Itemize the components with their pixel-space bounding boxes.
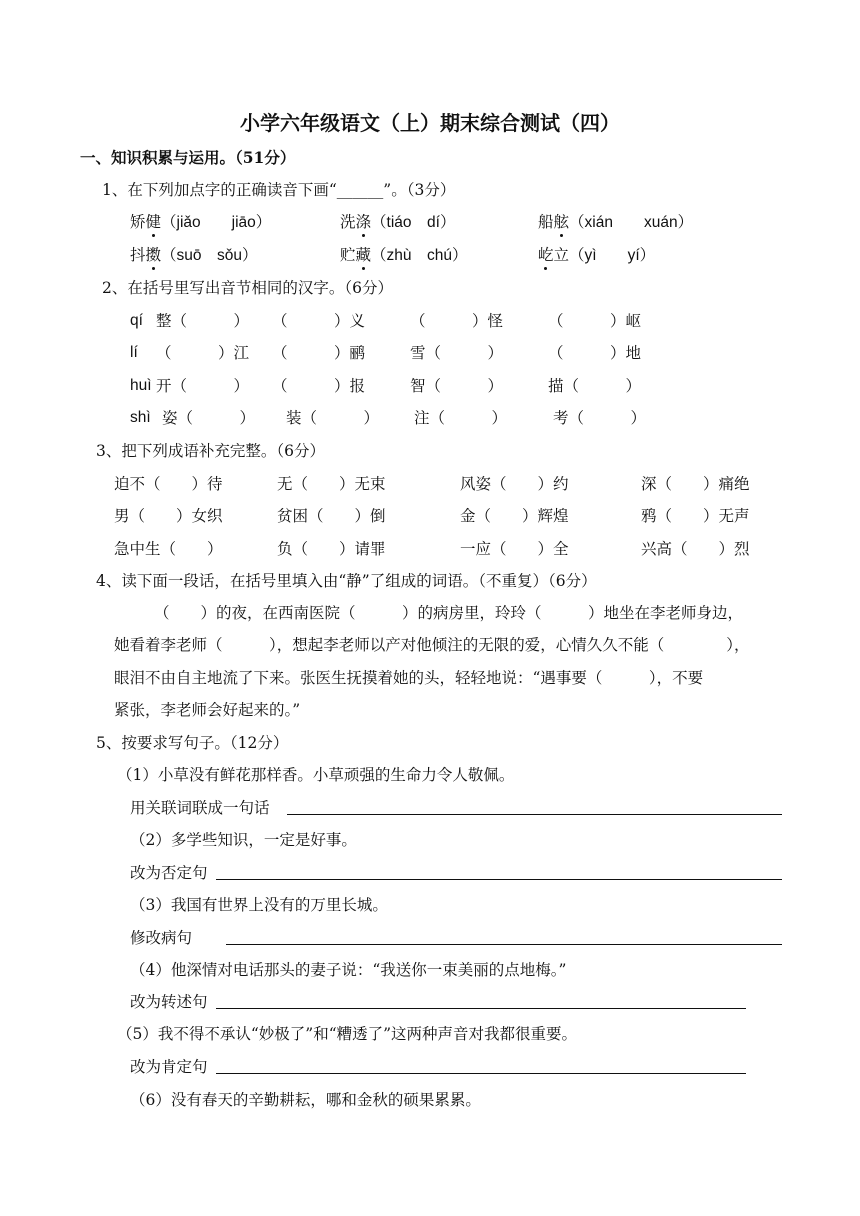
q5-task-label: 改为肯定句 — [130, 1058, 208, 1076]
q2-prompt: 2、在括号里写出音节相同的汉字。（6分） — [102, 279, 393, 297]
q3-idiom: 一应（ ）全 — [460, 540, 569, 558]
answer-line[interactable] — [226, 944, 782, 945]
q2-pinyin: lí — [130, 344, 138, 361]
q2-cell: （ ）地 — [548, 344, 642, 362]
q1-item-options: （zhù chú） — [371, 247, 468, 264]
q1-dotted-char: 健 — [145, 213, 162, 231]
q3-idiom: 金（ ）辉煌 — [460, 507, 569, 525]
q3-idiom: 无（ ）无束 — [277, 475, 386, 493]
q3-idiom: 急中生（ ） — [114, 540, 223, 558]
q1-item-char: 立 — [553, 246, 570, 264]
q1-item — [538, 245, 655, 266]
q1-item-char: 抖 — [130, 246, 146, 264]
q1-prompt: 1、在下列加点字的正确读音下画“______”。（3分） — [102, 181, 456, 199]
q1-dotted-char: 涤 — [355, 213, 372, 231]
q2-cell: 开（ ） — [156, 377, 250, 395]
q5-task-label: 改为转述句 — [130, 993, 208, 1011]
q2-cell: 描（ ） — [548, 377, 642, 395]
q3-idiom: 负（ ）请罪 — [277, 540, 386, 558]
q5-sentence: （2）多学些知识，一定是好事。 — [130, 831, 357, 849]
q3-idiom: 深（ ）痛绝 — [641, 475, 750, 493]
answer-line[interactable] — [216, 879, 782, 880]
q4-prompt: 4、读下面一段话，在括号里填入由“静”了组成的词语。（不重复）（6分） — [96, 572, 597, 590]
q5-sentence: （3）我国有世界上没有的万里长城。 — [130, 896, 388, 914]
answer-line[interactable] — [216, 1008, 746, 1009]
q2-pinyin: shì — [130, 409, 151, 426]
q1-dotted-char: 藏 — [355, 246, 372, 264]
q2-cell: （ ）报 — [272, 377, 366, 395]
q4-paragraph-line: 眼泪不由自主地流了下来。张医生抚摸着她的头，轻轻地说：“遇事要（ ），不要 — [114, 669, 704, 687]
q3-prompt: 3、把下列成语补充完整。（6分） — [96, 442, 325, 460]
q4-paragraph-line: 她看着李老师（ ），想起李老师以产对他倾注的无限的爱，心情久久不能（ ）， — [114, 636, 750, 654]
q5-prompt: 5、按要求写句子。（12分） — [96, 734, 289, 752]
q5-task-label: 修改病句 — [130, 929, 193, 947]
q2-cell: 雪（ ） — [410, 344, 504, 362]
section-heading: 一、知识积累与运用。（51分） — [80, 148, 296, 167]
q1-item — [340, 245, 468, 266]
q1-item-options: （tiáo dí） — [371, 214, 456, 231]
q2-cell: （ ）岖 — [548, 312, 642, 330]
q5-sentence: （5）我不得不承认“妙极了”和“糟透了”这两种声音对我都很重要。 — [117, 1025, 578, 1043]
q2-cell: 整（ ） — [156, 312, 250, 330]
q3-idiom: 鸦（ ）无声 — [641, 507, 750, 525]
q1-item — [130, 245, 258, 266]
answer-line[interactable] — [287, 814, 782, 815]
q1-dotted-char: 舷 — [553, 213, 570, 231]
q2-cell: （ ）怪 — [410, 312, 504, 330]
q1-item-char: 船 — [538, 213, 554, 231]
q1-item-char: 洗 — [340, 213, 356, 231]
exam-title: 小学六年级语文（上）期末综合测试（四） — [240, 111, 620, 135]
q2-cell: 姿（ ） — [162, 409, 256, 427]
q3-idiom: 贫困（ ）倒 — [277, 507, 386, 525]
q2-cell: （ ）鹂 — [272, 344, 366, 362]
q1-dotted-char: 屹 — [538, 246, 554, 264]
q3-idiom: 兴高（ ）烈 — [641, 540, 750, 558]
q1-item-options: （jiǎo jiāo） — [161, 214, 272, 231]
q2-cell: （ ）义 — [272, 312, 366, 330]
q1-item-options: （xián xuán） — [569, 214, 694, 231]
q1-dotted-char: 擞 — [145, 246, 162, 264]
q1-item — [340, 212, 455, 233]
q2-cell: 智（ ） — [410, 377, 504, 395]
q4-paragraph-line: （ ）的夜，在西南医院（ ）的病房里，玲玲（ ）地坐在李老师身边， — [154, 604, 744, 622]
q5-sentence: （6）没有春天的辛勤耕耘，哪和金秋的硕果累累。 — [130, 1091, 481, 1109]
q5-task-label: 改为否定句 — [130, 864, 208, 882]
q4-paragraph-line: 紧张，李老师会好起来的。” — [114, 701, 301, 719]
q1-item — [538, 212, 693, 233]
q2-cell: 装（ ） — [286, 409, 380, 427]
q1-item-options: （suō sǒu） — [161, 247, 258, 264]
q3-idiom: 男（ ）女织 — [114, 507, 223, 525]
q1-item-char: 贮 — [340, 246, 356, 264]
q3-idiom: 风姿（ ）约 — [460, 475, 569, 493]
q2-pinyin: huì — [130, 377, 152, 394]
q1-item-options: （yì yí） — [569, 247, 656, 264]
q1-item-char: 矫 — [130, 213, 146, 231]
q1-item — [130, 212, 271, 233]
answer-line[interactable] — [216, 1073, 746, 1074]
q2-pinyin: qí — [130, 312, 143, 329]
q3-idiom: 迫不（ ）待 — [114, 475, 223, 493]
q5-sentence: （1）小草没有鲜花那样香。小草顽强的生命力令人敬佩。 — [117, 766, 515, 784]
q2-cell: （ ）江 — [156, 344, 250, 362]
q5-task-label: 用关联词联成一句话 — [130, 799, 270, 817]
q2-cell: 注（ ） — [414, 409, 508, 427]
q2-cell: 考（ ） — [553, 409, 647, 427]
q5-sentence: （4）他深情对电话那头的妻子说：“我送你一束美丽的点地梅。” — [130, 961, 567, 979]
